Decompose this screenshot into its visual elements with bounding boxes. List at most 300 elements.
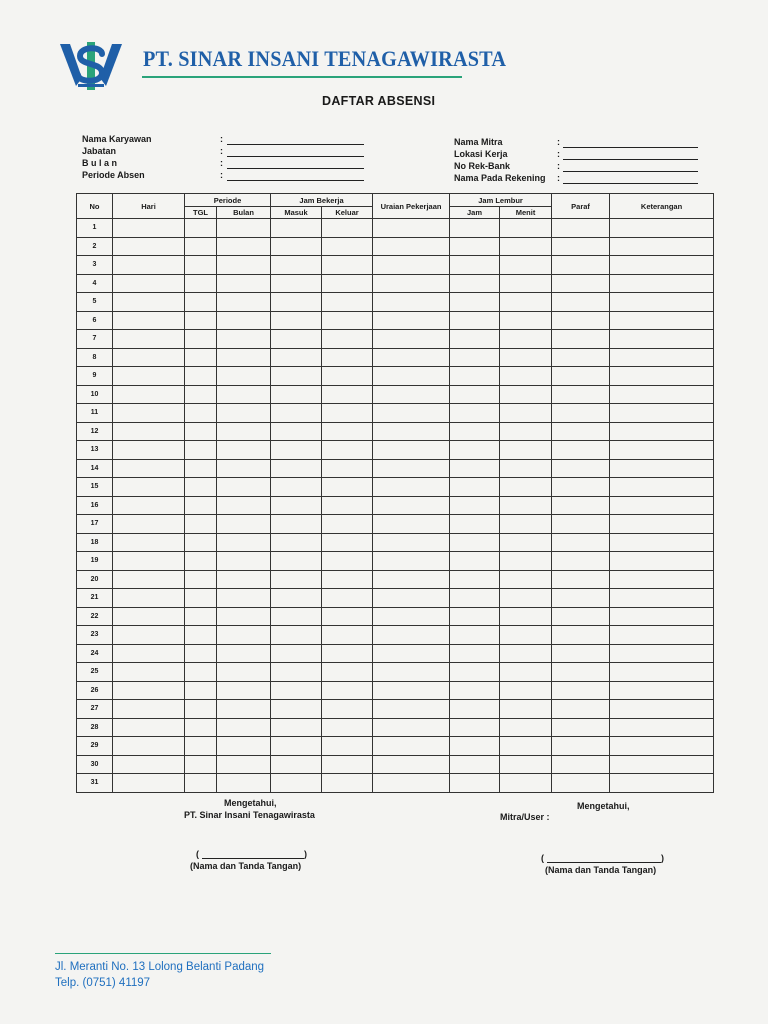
cell-hari[interactable] [113, 256, 185, 275]
cell-uraian[interactable] [373, 515, 450, 534]
cell-bulan[interactable] [217, 293, 271, 312]
cell-masuk[interactable] [271, 681, 322, 700]
cell-hari[interactable] [113, 330, 185, 349]
cell-keluar[interactable] [322, 404, 373, 423]
cell-hari[interactable] [113, 737, 185, 756]
cell-uraian[interactable] [373, 737, 450, 756]
cell-jam[interactable] [450, 515, 500, 534]
cell-uraian[interactable] [373, 755, 450, 774]
cell-paraf[interactable] [552, 737, 610, 756]
cell-keluar[interactable] [322, 256, 373, 275]
cell-keluar[interactable] [322, 274, 373, 293]
cell-menit[interactable] [500, 626, 552, 645]
cell-keluar[interactable] [322, 589, 373, 608]
cell-masuk[interactable] [271, 330, 322, 349]
cell-paraf[interactable] [552, 589, 610, 608]
cell-uraian[interactable] [373, 330, 450, 349]
cell-jam[interactable] [450, 422, 500, 441]
cell-tgl[interactable] [185, 589, 217, 608]
cell-keterangan[interactable] [610, 589, 714, 608]
cell-uraian[interactable] [373, 552, 450, 571]
cell-paraf[interactable] [552, 644, 610, 663]
cell-bulan[interactable] [217, 644, 271, 663]
field-nama-mitra[interactable] [563, 147, 698, 148]
cell-tgl[interactable] [185, 626, 217, 645]
cell-hari[interactable] [113, 626, 185, 645]
cell-tgl[interactable] [185, 385, 217, 404]
cell-masuk[interactable] [271, 607, 322, 626]
cell-hari[interactable] [113, 774, 185, 793]
cell-menit[interactable] [500, 589, 552, 608]
cell-keterangan[interactable] [610, 644, 714, 663]
left-signature-line[interactable] [202, 858, 304, 859]
cell-keluar[interactable] [322, 478, 373, 497]
cell-menit[interactable] [500, 422, 552, 441]
cell-paraf[interactable] [552, 774, 610, 793]
cell-uraian[interactable] [373, 700, 450, 719]
cell-paraf[interactable] [552, 552, 610, 571]
cell-bulan[interactable] [217, 700, 271, 719]
cell-menit[interactable] [500, 681, 552, 700]
cell-menit[interactable] [500, 330, 552, 349]
cell-tgl[interactable] [185, 348, 217, 367]
cell-jam[interactable] [450, 718, 500, 737]
cell-hari[interactable] [113, 496, 185, 515]
cell-paraf[interactable] [552, 515, 610, 534]
cell-bulan[interactable] [217, 755, 271, 774]
cell-jam[interactable] [450, 589, 500, 608]
cell-uraian[interactable] [373, 533, 450, 552]
right-signature-line[interactable] [547, 862, 661, 863]
cell-jam[interactable] [450, 441, 500, 460]
cell-paraf[interactable] [552, 755, 610, 774]
cell-bulan[interactable] [217, 607, 271, 626]
cell-bulan[interactable] [217, 367, 271, 386]
cell-jam[interactable] [450, 367, 500, 386]
cell-hari[interactable] [113, 311, 185, 330]
cell-bulan[interactable] [217, 718, 271, 737]
cell-masuk[interactable] [271, 570, 322, 589]
cell-jam[interactable] [450, 607, 500, 626]
cell-masuk[interactable] [271, 237, 322, 256]
cell-bulan[interactable] [217, 311, 271, 330]
cell-keterangan[interactable] [610, 700, 714, 719]
cell-uraian[interactable] [373, 496, 450, 515]
cell-keterangan[interactable] [610, 348, 714, 367]
cell-masuk[interactable] [271, 589, 322, 608]
cell-masuk[interactable] [271, 552, 322, 571]
cell-masuk[interactable] [271, 348, 322, 367]
cell-masuk[interactable] [271, 311, 322, 330]
cell-masuk[interactable] [271, 496, 322, 515]
cell-uraian[interactable] [373, 774, 450, 793]
cell-menit[interactable] [500, 700, 552, 719]
cell-keluar[interactable] [322, 311, 373, 330]
cell-hari[interactable] [113, 274, 185, 293]
cell-menit[interactable] [500, 533, 552, 552]
cell-menit[interactable] [500, 607, 552, 626]
cell-keluar[interactable] [322, 700, 373, 719]
cell-jam[interactable] [450, 293, 500, 312]
cell-uraian[interactable] [373, 274, 450, 293]
field-no-rek-bank[interactable] [563, 171, 698, 172]
cell-menit[interactable] [500, 404, 552, 423]
cell-uraian[interactable] [373, 570, 450, 589]
cell-paraf[interactable] [552, 700, 610, 719]
cell-menit[interactable] [500, 737, 552, 756]
cell-keterangan[interactable] [610, 755, 714, 774]
cell-tgl[interactable] [185, 755, 217, 774]
cell-menit[interactable] [500, 515, 552, 534]
cell-tgl[interactable] [185, 718, 217, 737]
cell-uraian[interactable] [373, 348, 450, 367]
cell-keluar[interactable] [322, 570, 373, 589]
cell-jam[interactable] [450, 570, 500, 589]
cell-uraian[interactable] [373, 607, 450, 626]
cell-bulan[interactable] [217, 459, 271, 478]
cell-menit[interactable] [500, 755, 552, 774]
cell-keterangan[interactable] [610, 404, 714, 423]
cell-uraian[interactable] [373, 311, 450, 330]
cell-jam[interactable] [450, 496, 500, 515]
cell-hari[interactable] [113, 552, 185, 571]
cell-keterangan[interactable] [610, 478, 714, 497]
cell-menit[interactable] [500, 644, 552, 663]
cell-bulan[interactable] [217, 422, 271, 441]
cell-keluar[interactable] [322, 385, 373, 404]
cell-uraian[interactable] [373, 219, 450, 238]
cell-tgl[interactable] [185, 237, 217, 256]
cell-menit[interactable] [500, 663, 552, 682]
cell-menit[interactable] [500, 478, 552, 497]
cell-jam[interactable] [450, 330, 500, 349]
cell-tgl[interactable] [185, 404, 217, 423]
cell-masuk[interactable] [271, 441, 322, 460]
cell-hari[interactable] [113, 533, 185, 552]
cell-keterangan[interactable] [610, 459, 714, 478]
cell-paraf[interactable] [552, 459, 610, 478]
cell-masuk[interactable] [271, 644, 322, 663]
cell-paraf[interactable] [552, 478, 610, 497]
cell-uraian[interactable] [373, 663, 450, 682]
cell-jam[interactable] [450, 459, 500, 478]
cell-paraf[interactable] [552, 256, 610, 275]
cell-jam[interactable] [450, 681, 500, 700]
cell-menit[interactable] [500, 552, 552, 571]
cell-paraf[interactable] [552, 348, 610, 367]
cell-keterangan[interactable] [610, 570, 714, 589]
cell-tgl[interactable] [185, 274, 217, 293]
cell-paraf[interactable] [552, 441, 610, 460]
cell-uraian[interactable] [373, 441, 450, 460]
cell-keluar[interactable] [322, 663, 373, 682]
cell-keterangan[interactable] [610, 367, 714, 386]
cell-keluar[interactable] [322, 293, 373, 312]
cell-tgl[interactable] [185, 441, 217, 460]
cell-keterangan[interactable] [610, 256, 714, 275]
cell-uraian[interactable] [373, 422, 450, 441]
cell-keluar[interactable] [322, 737, 373, 756]
cell-hari[interactable] [113, 293, 185, 312]
cell-tgl[interactable] [185, 478, 217, 497]
cell-hari[interactable] [113, 404, 185, 423]
cell-bulan[interactable] [217, 681, 271, 700]
cell-keluar[interactable] [322, 330, 373, 349]
cell-uraian[interactable] [373, 293, 450, 312]
cell-masuk[interactable] [271, 626, 322, 645]
cell-hari[interactable] [113, 755, 185, 774]
cell-keterangan[interactable] [610, 515, 714, 534]
cell-keterangan[interactable] [610, 663, 714, 682]
cell-paraf[interactable] [552, 330, 610, 349]
cell-menit[interactable] [500, 219, 552, 238]
cell-jam[interactable] [450, 256, 500, 275]
field-lokasi-kerja[interactable] [563, 159, 698, 160]
cell-paraf[interactable] [552, 626, 610, 645]
cell-menit[interactable] [500, 774, 552, 793]
cell-tgl[interactable] [185, 681, 217, 700]
cell-paraf[interactable] [552, 422, 610, 441]
cell-hari[interactable] [113, 607, 185, 626]
cell-tgl[interactable] [185, 459, 217, 478]
cell-menit[interactable] [500, 256, 552, 275]
cell-paraf[interactable] [552, 293, 610, 312]
cell-menit[interactable] [500, 311, 552, 330]
cell-bulan[interactable] [217, 626, 271, 645]
cell-keterangan[interactable] [610, 718, 714, 737]
cell-paraf[interactable] [552, 274, 610, 293]
cell-tgl[interactable] [185, 293, 217, 312]
cell-masuk[interactable] [271, 293, 322, 312]
cell-bulan[interactable] [217, 774, 271, 793]
cell-paraf[interactable] [552, 718, 610, 737]
cell-bulan[interactable] [217, 274, 271, 293]
cell-jam[interactable] [450, 237, 500, 256]
cell-tgl[interactable] [185, 515, 217, 534]
cell-masuk[interactable] [271, 700, 322, 719]
cell-uraian[interactable] [373, 404, 450, 423]
cell-tgl[interactable] [185, 330, 217, 349]
cell-uraian[interactable] [373, 644, 450, 663]
cell-masuk[interactable] [271, 533, 322, 552]
cell-tgl[interactable] [185, 570, 217, 589]
cell-masuk[interactable] [271, 737, 322, 756]
cell-keluar[interactable] [322, 348, 373, 367]
cell-bulan[interactable] [217, 663, 271, 682]
cell-keluar[interactable] [322, 718, 373, 737]
cell-keluar[interactable] [322, 607, 373, 626]
cell-bulan[interactable] [217, 237, 271, 256]
cell-keterangan[interactable] [610, 626, 714, 645]
cell-masuk[interactable] [271, 459, 322, 478]
cell-tgl[interactable] [185, 367, 217, 386]
cell-keluar[interactable] [322, 515, 373, 534]
cell-tgl[interactable] [185, 219, 217, 238]
cell-jam[interactable] [450, 774, 500, 793]
cell-paraf[interactable] [552, 570, 610, 589]
cell-jam[interactable] [450, 644, 500, 663]
cell-hari[interactable] [113, 219, 185, 238]
cell-jam[interactable] [450, 626, 500, 645]
cell-tgl[interactable] [185, 533, 217, 552]
cell-keluar[interactable] [322, 422, 373, 441]
cell-keluar[interactable] [322, 681, 373, 700]
cell-masuk[interactable] [271, 256, 322, 275]
cell-bulan[interactable] [217, 737, 271, 756]
cell-uraian[interactable] [373, 589, 450, 608]
cell-hari[interactable] [113, 589, 185, 608]
cell-hari[interactable] [113, 478, 185, 497]
cell-keluar[interactable] [322, 237, 373, 256]
field-jabatan[interactable] [227, 156, 364, 157]
cell-tgl[interactable] [185, 737, 217, 756]
cell-keterangan[interactable] [610, 422, 714, 441]
cell-masuk[interactable] [271, 404, 322, 423]
cell-jam[interactable] [450, 404, 500, 423]
cell-uraian[interactable] [373, 237, 450, 256]
cell-hari[interactable] [113, 367, 185, 386]
cell-keluar[interactable] [322, 626, 373, 645]
cell-tgl[interactable] [185, 607, 217, 626]
cell-keterangan[interactable] [610, 496, 714, 515]
cell-keluar[interactable] [322, 459, 373, 478]
cell-jam[interactable] [450, 348, 500, 367]
cell-masuk[interactable] [271, 755, 322, 774]
cell-paraf[interactable] [552, 219, 610, 238]
cell-keterangan[interactable] [610, 533, 714, 552]
cell-uraian[interactable] [373, 385, 450, 404]
cell-keterangan[interactable] [610, 441, 714, 460]
cell-paraf[interactable] [552, 496, 610, 515]
cell-keluar[interactable] [322, 774, 373, 793]
cell-menit[interactable] [500, 459, 552, 478]
cell-menit[interactable] [500, 441, 552, 460]
cell-masuk[interactable] [271, 515, 322, 534]
cell-tgl[interactable] [185, 663, 217, 682]
cell-hari[interactable] [113, 515, 185, 534]
cell-masuk[interactable] [271, 385, 322, 404]
cell-masuk[interactable] [271, 422, 322, 441]
cell-menit[interactable] [500, 385, 552, 404]
cell-bulan[interactable] [217, 478, 271, 497]
cell-uraian[interactable] [373, 367, 450, 386]
cell-masuk[interactable] [271, 774, 322, 793]
cell-jam[interactable] [450, 274, 500, 293]
cell-bulan[interactable] [217, 256, 271, 275]
cell-masuk[interactable] [271, 663, 322, 682]
cell-keluar[interactable] [322, 367, 373, 386]
cell-jam[interactable] [450, 311, 500, 330]
cell-keterangan[interactable] [610, 737, 714, 756]
field-nama-karyawan[interactable] [227, 144, 364, 145]
cell-uraian[interactable] [373, 626, 450, 645]
cell-keluar[interactable] [322, 552, 373, 571]
field-periode-absen[interactable] [227, 180, 364, 181]
cell-uraian[interactable] [373, 459, 450, 478]
cell-keterangan[interactable] [610, 293, 714, 312]
cell-hari[interactable] [113, 422, 185, 441]
cell-hari[interactable] [113, 459, 185, 478]
field-nama-pada-rekening[interactable] [563, 183, 698, 184]
cell-jam[interactable] [450, 219, 500, 238]
cell-keterangan[interactable] [610, 774, 714, 793]
cell-keluar[interactable] [322, 441, 373, 460]
cell-bulan[interactable] [217, 496, 271, 515]
cell-jam[interactable] [450, 737, 500, 756]
cell-menit[interactable] [500, 496, 552, 515]
cell-paraf[interactable] [552, 367, 610, 386]
cell-uraian[interactable] [373, 478, 450, 497]
cell-keluar[interactable] [322, 496, 373, 515]
cell-bulan[interactable] [217, 219, 271, 238]
cell-hari[interactable] [113, 718, 185, 737]
cell-tgl[interactable] [185, 311, 217, 330]
cell-keluar[interactable] [322, 533, 373, 552]
cell-menit[interactable] [500, 348, 552, 367]
cell-keterangan[interactable] [610, 311, 714, 330]
cell-menit[interactable] [500, 570, 552, 589]
cell-uraian[interactable] [373, 681, 450, 700]
cell-tgl[interactable] [185, 552, 217, 571]
cell-hari[interactable] [113, 385, 185, 404]
cell-hari[interactable] [113, 700, 185, 719]
cell-paraf[interactable] [552, 311, 610, 330]
cell-jam[interactable] [450, 533, 500, 552]
cell-bulan[interactable] [217, 441, 271, 460]
cell-menit[interactable] [500, 274, 552, 293]
cell-masuk[interactable] [271, 274, 322, 293]
cell-bulan[interactable] [217, 552, 271, 571]
cell-keterangan[interactable] [610, 219, 714, 238]
cell-tgl[interactable] [185, 256, 217, 275]
cell-bulan[interactable] [217, 330, 271, 349]
cell-keterangan[interactable] [610, 607, 714, 626]
cell-menit[interactable] [500, 367, 552, 386]
cell-keterangan[interactable] [610, 681, 714, 700]
cell-keterangan[interactable] [610, 274, 714, 293]
cell-bulan[interactable] [217, 404, 271, 423]
cell-jam[interactable] [450, 552, 500, 571]
cell-hari[interactable] [113, 570, 185, 589]
cell-masuk[interactable] [271, 219, 322, 238]
cell-bulan[interactable] [217, 570, 271, 589]
cell-tgl[interactable] [185, 774, 217, 793]
cell-masuk[interactable] [271, 367, 322, 386]
cell-jam[interactable] [450, 478, 500, 497]
cell-bulan[interactable] [217, 515, 271, 534]
cell-jam[interactable] [450, 385, 500, 404]
cell-uraian[interactable] [373, 718, 450, 737]
cell-menit[interactable] [500, 237, 552, 256]
cell-hari[interactable] [113, 644, 185, 663]
cell-paraf[interactable] [552, 663, 610, 682]
cell-keluar[interactable] [322, 644, 373, 663]
cell-bulan[interactable] [217, 533, 271, 552]
cell-bulan[interactable] [217, 385, 271, 404]
cell-paraf[interactable] [552, 385, 610, 404]
cell-jam[interactable] [450, 663, 500, 682]
cell-bulan[interactable] [217, 589, 271, 608]
cell-keterangan[interactable] [610, 237, 714, 256]
cell-masuk[interactable] [271, 718, 322, 737]
cell-uraian[interactable] [373, 256, 450, 275]
cell-hari[interactable] [113, 237, 185, 256]
cell-hari[interactable] [113, 348, 185, 367]
cell-jam[interactable] [450, 755, 500, 774]
cell-menit[interactable] [500, 718, 552, 737]
cell-tgl[interactable] [185, 422, 217, 441]
cell-paraf[interactable] [552, 533, 610, 552]
